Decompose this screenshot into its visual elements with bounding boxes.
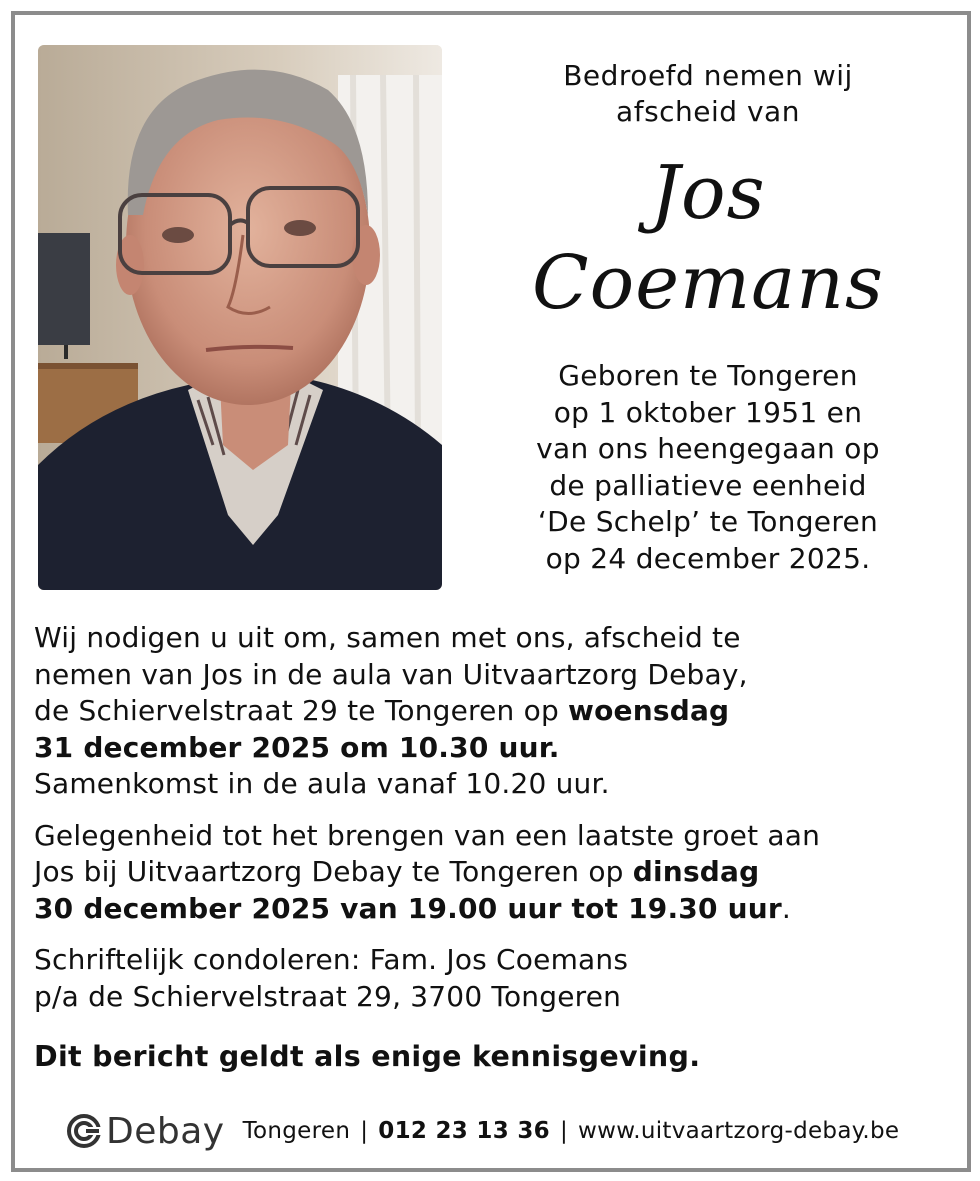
visit-paragraph — [34, 818, 954, 928]
info-line: van ons heengegaan op — [536, 432, 880, 465]
main-text — [34, 620, 954, 1030]
first-name: Jos — [650, 150, 766, 236]
condolence-address: p/a de Schiervelstraat 29, 3700 Tongeren — [34, 979, 622, 1013]
footer-city: Tongeren — [242, 1118, 351, 1144]
footer — [66, 1108, 946, 1154]
logo-text: Debay — [106, 1110, 225, 1152]
gathering-line: Samenkomst in de aula vanaf 10.20 uur. — [34, 767, 610, 800]
visit-end: . — [781, 891, 791, 925]
ceremony-line: Wij nodigen u uit om, samen met ons, afscheid te — [34, 621, 741, 654]
ceremony-date-time: 31 december 2025 om 10.30 uur. — [34, 730, 560, 764]
intro-text — [468, 58, 948, 130]
intro-line: Bedroefd nemen wij — [563, 59, 853, 92]
portrait-photo — [38, 45, 442, 590]
condolence-line: Schriftelijk condoleren: Fam. Jos Coemans — [34, 943, 629, 976]
ceremony-day: woensdag — [568, 694, 730, 727]
footer-phone[interactable]: 012 23 13 36 — [378, 1118, 550, 1144]
last-name: Coemans — [532, 240, 884, 326]
condolence-paragraph — [34, 942, 954, 1015]
info-line: de palliatieve eenheid — [549, 468, 867, 502]
visit-line: Jos bij Uitvaartzorg Debay te Tongeren op — [34, 855, 633, 888]
visit-line: Gelegenheid tot het brengen van een laatste groet aan — [34, 818, 821, 852]
birth-death-info — [468, 358, 948, 577]
portrait-illustration — [38, 45, 442, 590]
debay-logo-icon — [66, 1113, 102, 1149]
info-line: op 1 oktober 1951 en — [553, 395, 863, 429]
footer-separator: | — [559, 1118, 568, 1144]
info-line: Geboren te Tongeren — [558, 359, 858, 392]
visit-date-time: 30 december 2025 van 19.00 uur tot 19.30 uur — [34, 891, 782, 925]
intro-line: afscheid van — [616, 95, 800, 128]
footer-separator: | — [360, 1118, 369, 1144]
info-line: op 24 december 2025. — [545, 541, 871, 575]
deceased-name — [468, 148, 948, 328]
ceremony-paragraph — [34, 620, 954, 803]
visit-day: dinsdag — [632, 855, 760, 888]
ceremony-line: de Schiervelstraat 29 te Tongeren op — [34, 694, 569, 727]
footer-website[interactable]: www.uitvaartzorg-debay.be — [578, 1118, 900, 1144]
debay-logo — [66, 1111, 225, 1152]
ceremony-line: nemen van Jos in de aula van Uitvaartzorg Debay, — [34, 657, 748, 691]
info-line: ‘De Schelp’ te Tongeren — [537, 505, 879, 538]
notice-text: Dit bericht geldt als enige kennisgeving. — [34, 1040, 701, 1073]
